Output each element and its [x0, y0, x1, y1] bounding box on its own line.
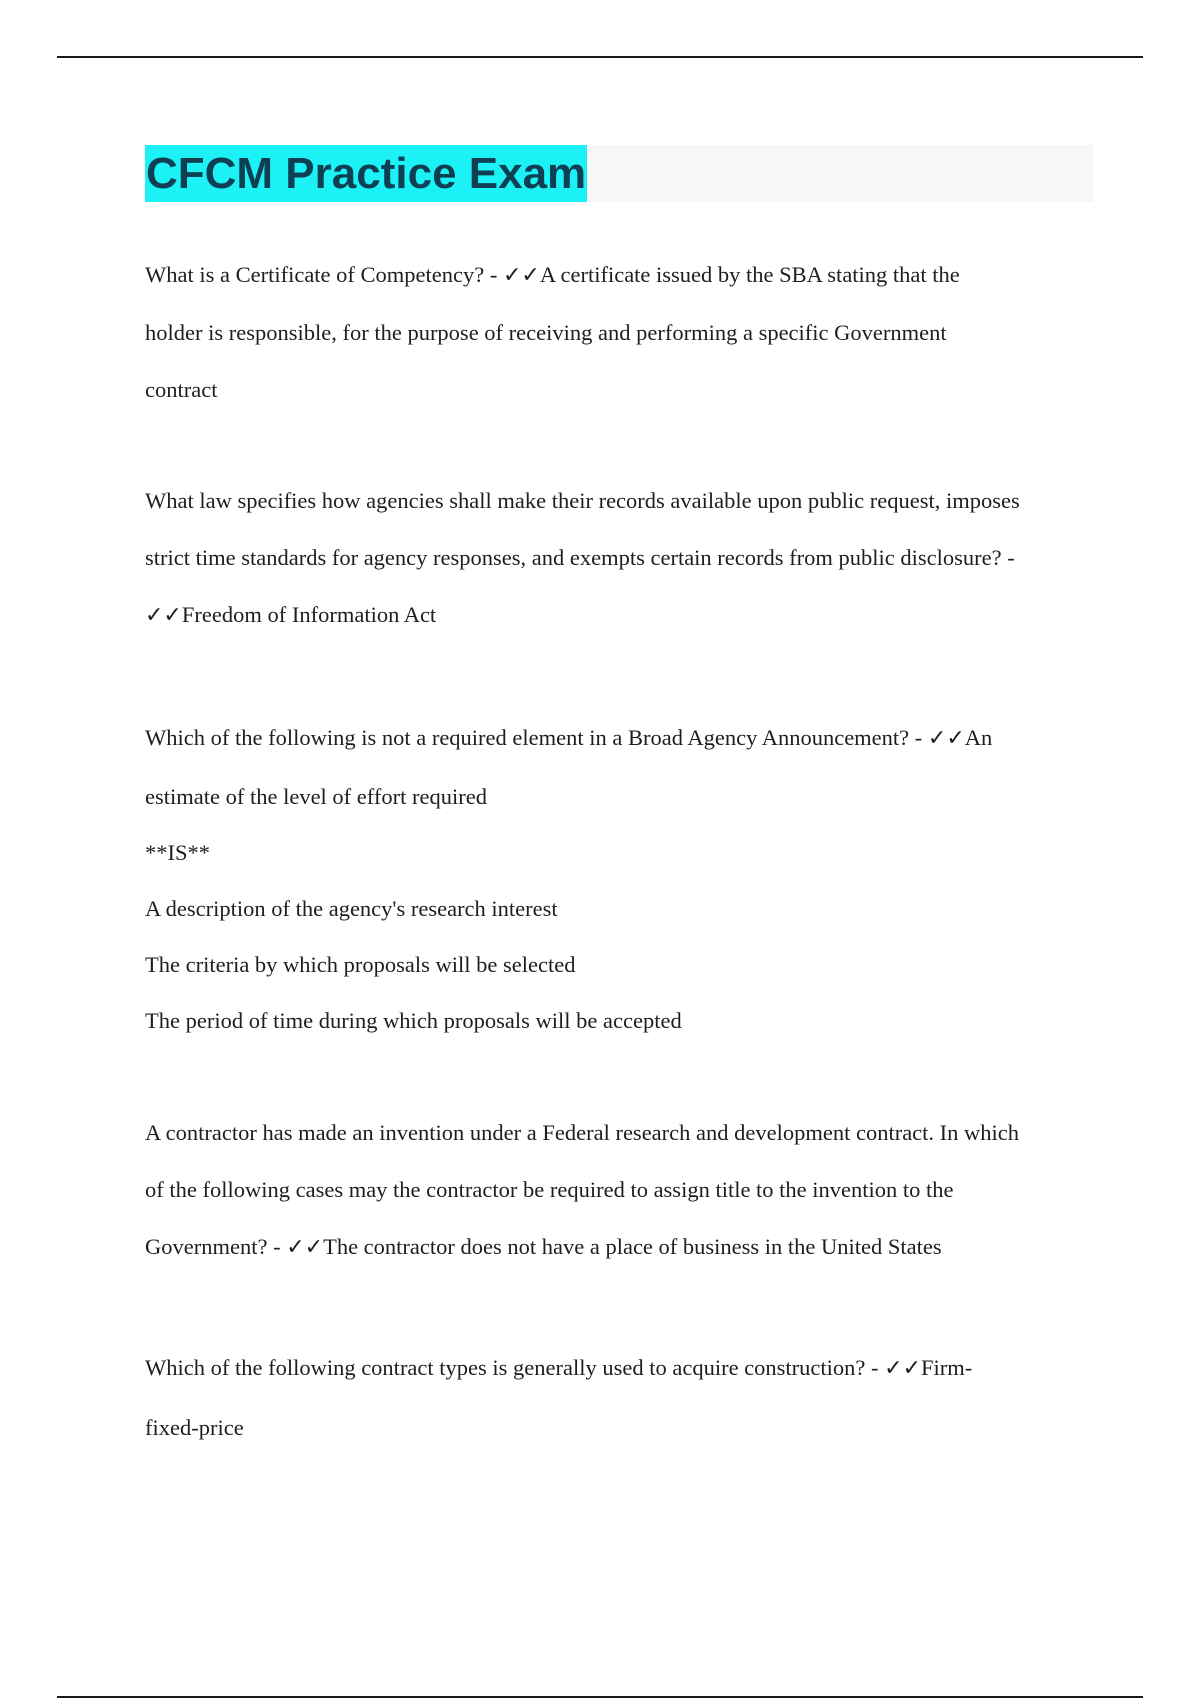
qa-line: ✓✓Freedom of Information Act: [145, 602, 437, 628]
qa-line: Government? - ✓✓The contractor does not have a place of business in the United States: [145, 1234, 942, 1260]
page-title: CFCM Practice Exam: [145, 145, 587, 202]
qa-item-5: [145, 1338, 1095, 1456]
qa-line: The criteria by which proposals will be selected: [145, 952, 576, 977]
qa-line: holder is responsible, for the purpose of receiving and performing a specific Government: [145, 320, 947, 345]
check-mark-icon: ✓✓: [884, 1356, 922, 1381]
qa-item-2: [145, 472, 1095, 644]
qa-line: **IS**: [145, 840, 211, 865]
check-mark-icon: ✓✓: [286, 1235, 324, 1260]
qa-line: of the following cases may the contractor be required to assign title to the invention to the: [145, 1177, 954, 1202]
top-rule: [57, 56, 1143, 58]
check-mark-icon: ✓✓: [502, 263, 540, 288]
qa-item-4: [145, 1104, 1095, 1276]
qa-line: strict time standards for agency responses, and exempts certain records from public disclosure? -: [145, 545, 1015, 570]
qa-line: estimate of the level of effort required: [145, 784, 487, 809]
qa-item-3: [145, 708, 1095, 1049]
qa-line: contract: [145, 377, 218, 402]
qa-line: Which of the following contract types is generally used to acquire construction? - ✓✓Firm-: [145, 1355, 973, 1381]
qa-line: What law specifies how agencies shall make their records available upon public request, imposes: [145, 488, 1020, 513]
qa-line: A contractor has made an invention under a Federal research and development contract. In which: [145, 1120, 1020, 1145]
qa-line: What is a Certificate of Competency? - ✓✓A certificate issued by the SBA stating that the: [145, 262, 960, 288]
qa-line: fixed-price: [145, 1415, 244, 1440]
qa-line: Which of the following is not a required element in a Broad Agency Announcement? - ✓✓An: [145, 725, 993, 751]
check-mark-icon: ✓✓: [927, 726, 965, 751]
qa-item-1: [145, 246, 1095, 418]
check-mark-icon: ✓✓: [145, 603, 182, 628]
bottom-rule: [57, 1696, 1143, 1698]
qa-line: A description of the agency's research interest: [145, 896, 558, 921]
qa-line: The period of time during which proposals will be accepted: [145, 1008, 682, 1033]
